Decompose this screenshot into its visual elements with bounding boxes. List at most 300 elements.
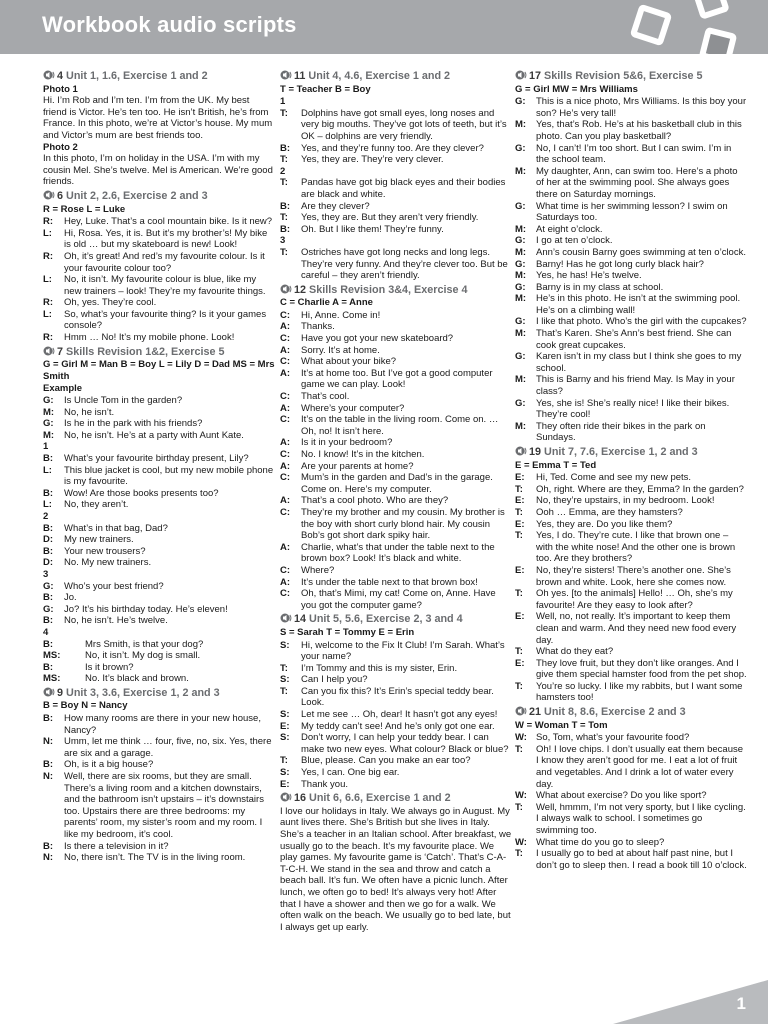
section-heading: Unit 1, 1.6, Exercise 1 and 2 [66, 70, 208, 82]
dialogue-line [280, 414, 512, 437]
dialogue-text: No. I know! It’s in the kitchen. [301, 449, 425, 460]
dialogue-text: Oh, right. Where are they, Emma? In the garden? [536, 483, 744, 495]
dialogue-line [515, 224, 747, 236]
section-heading: Skills Revision 3&4, Exercise 4 [309, 283, 468, 296]
dialogue-line [515, 802, 747, 837]
speaker-label: C: [280, 472, 291, 484]
dialogue-text: Pandas have got big black eyes and their bodies are black and white. [301, 177, 506, 200]
dialogue-line [280, 333, 512, 345]
dialogue-text: I like that photo. Who’s the girl with the cupcakes? [536, 316, 747, 328]
dialogue-text: Yes, they are. But they aren’t very friendly. [301, 212, 479, 224]
track-number: 19 [529, 446, 542, 458]
speaker-label: A: [280, 495, 291, 507]
dialogue-line [43, 615, 275, 627]
track-number: 16 [294, 792, 307, 805]
speaker-key: T = Teacher B = Boy [280, 83, 371, 95]
dialogue-line [515, 611, 747, 646]
dialogue-text: Oh! I love chips. I don’t usually eat them because I know they aren’t good for me. I eat a lot of fruit and vegetables. And I drink a lot of water every day. [536, 743, 744, 790]
dialogue-text: Oh. But I like them! They’re funny. [301, 223, 444, 235]
track-number: 17 [529, 70, 542, 82]
dialogue-line [515, 530, 747, 565]
dialogue-text: No, he isn’t. [64, 406, 115, 418]
dialogue-text: So, what’s your favourite thing? Is it your games console? [64, 308, 267, 332]
subheading: 3 [280, 235, 286, 247]
dialogue-line [280, 201, 512, 213]
dialogue-text: Can you fix this? It’s Erin’s special teddy bear. Look. [301, 685, 494, 709]
dialogue-line [515, 316, 747, 328]
dialogue-text: Charlie, what’s that under the table next to the brown box? Look! It’s black and white. [301, 541, 495, 565]
speaker-key: G = Girl MW = Mrs Williams [515, 83, 638, 95]
speaker-label: B: [43, 840, 54, 852]
dialogue-text: Well, no, not really. It’s important to keep them clean and warm. And they need new food every day. [536, 611, 737, 646]
dialogue-text: They often ride their bikes in the park on Sundays. [536, 420, 706, 444]
speaker-label: B: [43, 453, 54, 464]
audio-icon [280, 613, 292, 623]
dialogue-line [280, 640, 512, 663]
speaker-label: A: [280, 437, 291, 449]
speaker-label: B: [43, 638, 54, 650]
audio-icon [280, 70, 292, 80]
dialogue-text: Is he in the park with his friends? [64, 418, 203, 430]
speaker-label: A: [280, 541, 291, 553]
speaker-label: W: [515, 790, 527, 802]
dialogue-line [280, 663, 512, 675]
dialogue-line [280, 767, 512, 779]
subheading: 2 [280, 165, 286, 177]
speaker-label: E: [515, 495, 525, 507]
dialogue-line [280, 403, 512, 415]
audio-icon [43, 70, 55, 80]
track-number: 4 [57, 70, 64, 82]
track-number: 9 [57, 686, 64, 699]
dialogue-text: I go at ten o’clock. [536, 235, 613, 247]
dialogue-text: No, they aren’t. [64, 499, 129, 511]
speaker-key: B = Boy N = Nancy [43, 700, 128, 712]
dialogue-text: I usually go to bed at about half past nine, but I don’t go to sleep then. I read a book till 10 o’clock. [536, 848, 747, 871]
dialogue-text: Hey, Luke. That’s a cool mountain bike. Is it new? [64, 216, 273, 228]
speaker-label: T: [515, 506, 523, 518]
dialogue-line [280, 368, 512, 391]
dialogue-text: Barny! Has he got long curly black hair? [536, 258, 704, 270]
dialogue-text: Let me see … Oh, dear! It hasn’t got any eyes! [301, 709, 498, 721]
section-heading: Unit 5, 5.6, Exercise 2, 3 and 4 [309, 613, 463, 626]
dialogue-text: At eight o’clock. [536, 223, 603, 235]
speaker-label: G: [43, 603, 54, 615]
dialogue-line [43, 488, 275, 500]
dialogue-text: Dolphins have got small eyes, long noses and very big mouths. They’ve got lots of teeth, but it’s OK – dolphins are very friendly. [301, 107, 507, 142]
dialogue-line [515, 732, 747, 744]
speaker-label: A: [280, 576, 291, 588]
speaker-label: T: [515, 646, 523, 658]
dialogue-line [515, 374, 747, 397]
speaker-label: R: [43, 250, 54, 262]
dialogue-text: Karen isn’t in my class but I think she goes to my school. [536, 351, 742, 374]
speaker-label: C: [280, 391, 291, 403]
speaker-label: T: [280, 662, 288, 674]
speaker-label: G: [515, 235, 526, 247]
dialogue-line [280, 588, 512, 611]
section-title [515, 706, 747, 719]
dialogue-line [43, 841, 275, 853]
speaker-label: C: [280, 449, 291, 460]
section-title [515, 70, 747, 83]
dialogue-text: Don’t worry, I can help your teddy bear. I can make two new eyes. What colour? Black or blue? [301, 732, 509, 755]
speaker-label: T: [515, 743, 523, 755]
speaker-label: T: [280, 212, 288, 224]
dialogue-text: No, he isn’t. He’s at a party with Aunt Kate. [64, 429, 244, 441]
dialogue-line [515, 270, 747, 282]
dialogue-text: What’s your favourite birthday present, Lily? [64, 453, 249, 464]
audio-icon [515, 446, 527, 456]
speaker-label: G: [43, 395, 54, 407]
speaker-label: B: [43, 713, 54, 725]
dialogue-text: Well, hmmm, I’m not very sporty, but I like cycling. I always walk to school. I sometimes go swimming too. [536, 801, 746, 836]
dialogue-line [280, 345, 512, 357]
dialogue-text: Oh, it’s great! And red’s my favourite colour. Is it your favourite colour too? [64, 250, 265, 274]
dialogue-text: Jo? It’s his birthday today. He’s eleven! [64, 603, 228, 615]
speaker-label: L: [43, 227, 52, 239]
speaker-label: T: [280, 107, 288, 119]
dialogue-line [280, 495, 512, 507]
speaker-label: T: [515, 848, 523, 860]
speaker-label: MS: [43, 650, 61, 662]
section-heading: Unit 8, 8.6, Exercise 2 and 3 [544, 706, 686, 719]
dialogue-line [280, 577, 512, 589]
dialogue-line [43, 309, 275, 332]
dialogue-text: Is it in your bedroom? [301, 437, 393, 449]
speaker-key: C = Charlie A = Anne [280, 297, 373, 309]
dialogue-text: No, it isn’t. My favourite colour is blue, like my new trainers – look! They’re my favourite things. [64, 274, 266, 297]
dialogue-line [515, 351, 747, 374]
dialogue-text: Who’s your best friend? [64, 580, 164, 592]
audio-icon [43, 687, 55, 697]
dialogue-line [43, 251, 275, 274]
speaker-label: B: [43, 661, 54, 673]
section-title [280, 792, 512, 805]
speaker-label: C: [280, 309, 291, 321]
speaker-label: T: [280, 246, 288, 258]
dialogue-text: Where’s your computer? [301, 402, 405, 414]
decorative-square-icon [630, 4, 673, 47]
audio-icon [43, 190, 55, 200]
dialogue-text: Barny is in my class at school. [536, 281, 664, 293]
subheading: 3 [43, 568, 49, 580]
dialogue-text: What do they eat? [536, 646, 614, 658]
dialogue-line [515, 421, 747, 444]
speaker-label: S: [280, 709, 290, 721]
speaker-label: D: [43, 557, 54, 569]
dialogue-text: Your new trousers? [64, 545, 146, 557]
paragraph: In this photo, I’m on holiday in the USA. I’m with my cousin Mel. She’s twelve. Mel is American. We’re good friends. [43, 153, 273, 188]
dialogue-line [280, 449, 512, 461]
subheading: 4 [43, 626, 49, 638]
dialogue-text: What’s in that bag, Dad? [64, 522, 168, 534]
speaker-label: A: [280, 460, 291, 472]
dialogue-line [280, 565, 512, 577]
speaker-label: A: [280, 321, 291, 333]
speaker-label: L: [43, 499, 52, 511]
speaker-label: B: [43, 615, 54, 627]
dialogue-line [515, 235, 747, 247]
speaker-label: B: [43, 759, 54, 771]
speaker-key: S = Sarah T = Tommy E = Erin [280, 626, 415, 638]
dialogue-text: Oh, that’s Mimi, my cat! Come on, Anne. Have you got the computer game? [301, 588, 496, 611]
dialogue-line [515, 646, 747, 658]
dialogue-text: What about your bike? [301, 356, 397, 368]
dialogue-text: It’s under the table next to that brown box! [301, 576, 478, 588]
dialogue-line [280, 472, 512, 495]
dialogue-line [43, 673, 275, 685]
page-number: 1 [736, 994, 746, 1013]
speaker-label: B: [280, 142, 291, 154]
speaker-label: S: [280, 674, 290, 686]
speaker-label: B: [280, 200, 291, 212]
speaker-label: A: [280, 367, 291, 379]
speaker-label: L: [43, 308, 52, 320]
speaker-label: C: [280, 333, 291, 345]
dialogue-text: My teddy can’t see! And he’s only got one ear. [301, 720, 495, 732]
section-heading: Unit 6, 6.6, Exercise 1 and 2 [309, 792, 451, 805]
track-number: 7 [57, 345, 64, 358]
speaker-label: M: [515, 165, 527, 177]
dialogue-line [43, 465, 275, 488]
speaker-key: W = Woman T = Tom [515, 719, 608, 731]
dialogue-line [280, 212, 512, 224]
dialogue-text: My new trainers. [64, 534, 134, 546]
dialogue-line [43, 332, 275, 344]
speaker-label: N: [43, 771, 54, 783]
dialogue-line [280, 507, 512, 542]
dialogue-text: You’re so lucky. I like my rabbits, but I want some hamsters too! [536, 680, 743, 704]
speaker-label: G: [515, 397, 526, 409]
dialogue-line [515, 484, 747, 496]
dialogue-text: Hi, Rosa. Yes, it is. But it’s my brother’s! My bike is old … but my skateboard is new! Look! [64, 227, 268, 251]
column-3 [515, 68, 747, 871]
speaker-label: T: [515, 680, 523, 692]
dialogue-line [280, 247, 512, 282]
dialogue-line [280, 686, 512, 709]
dialogue-text: Oh, yes. They’re cool. [64, 297, 157, 309]
dialogue-line [43, 650, 275, 662]
dialogue-text: No, there isn’t. The TV is in the living room. [64, 852, 246, 864]
audio-icon [280, 792, 292, 802]
dialogue-text: Yes, they are. They’re very clever. [301, 154, 444, 166]
dialogue-text: Oh yes. [to the animals] Hello! … Oh, she’s my favourite! Are they easy to look after? [536, 588, 733, 611]
speaker-label: T: [515, 530, 523, 542]
dialogue-text: This blue jacket is cool, but my new mobile phone is my favourite. [64, 464, 274, 488]
dialogue-text: Hi, Ted. Come and see my new pets. [536, 472, 692, 484]
dialogue-line [515, 247, 747, 259]
dialogue-line [515, 588, 747, 611]
dialogue-text: How many rooms are there in your new house, Nancy? [64, 713, 261, 736]
speaker-label: E: [280, 720, 290, 732]
dialogue-text: Oh, is it a big house? [64, 759, 154, 771]
dialogue-text: What time is her swimming lesson? I swim on Saturdays too. [536, 200, 728, 224]
speaker-label: G: [515, 316, 526, 328]
dialogue-line [280, 108, 512, 143]
dialogue-line [515, 565, 747, 588]
dialogue-line [43, 639, 275, 651]
dialogue-text: What time do you go to sleep? [536, 836, 665, 848]
dialogue-line [43, 523, 275, 535]
dialogue-text: He’s in this photo. He isn’t at the swimming pool. He’s on a climbing wall! [536, 293, 741, 316]
decorative-square-icon [699, 27, 738, 54]
speaker-label: R: [43, 332, 54, 344]
dialogue-text: It’s on the table in the living room. Come on. … Oh, no! It isn’t here. [301, 414, 499, 437]
dialogue-line [43, 546, 275, 558]
dialogue-text: Is there a television in it? [64, 840, 169, 852]
section-title [280, 70, 512, 83]
dialogue-text: Ostriches have got long necks and long legs. They’re very funny. And they’re clever too. But be careful – they aren’t friendly. [301, 246, 508, 282]
dialogue-text: Sorry. It’s at home. [301, 344, 380, 356]
dialogue-text: Well, there are six rooms, but they are small. There’s a living room and a kitchen downstairs, and the bathroom isn’t upstairs – it’s downstairs too. Upstairs there are three bedrooms: my parents’ room, my sister’s room and my room. I like my bedroom, it’s cool. [64, 771, 264, 840]
speaker-label: S: [280, 767, 290, 779]
dialogue-line [280, 755, 512, 767]
dialogue-text: This is a nice photo, Mrs Williams. Is this boy your son? He’s very tall! [536, 96, 747, 119]
page-title: Workbook audio scripts [42, 12, 297, 37]
speaker-label: M: [515, 420, 527, 432]
dialogue-line [43, 216, 275, 228]
track-number: 11 [294, 70, 306, 82]
dialogue-line [280, 674, 512, 686]
dialogue-line [43, 499, 275, 511]
dialogue-line [43, 736, 275, 759]
dialogue-text: That’s cool. [301, 391, 350, 403]
dialogue-text: They love fruit, but they don’t like oranges. And I give them special hamster food from the pet shop. [536, 657, 747, 681]
speaker-label: R: [43, 216, 54, 228]
dialogue-text: Yes, that’s Rob. He’s at his basketball club in this photo. Can you play basketball? [536, 119, 742, 142]
speaker-label: T: [515, 483, 523, 495]
dialogue-text: So, Tom, what’s your favourite food? [536, 732, 690, 744]
speaker-label: E: [515, 518, 525, 530]
dialogue-line [280, 356, 512, 368]
dialogue-line [515, 848, 747, 871]
dialogue-text: Mrs Smith, is that your dog? [85, 638, 204, 650]
dialogue-line [43, 274, 275, 297]
dialogue-line [515, 293, 747, 316]
dialogue-line [280, 461, 512, 473]
dialogue-line [43, 771, 275, 841]
dialogue-text: Ooh … Emma, are they hamsters? [536, 506, 683, 518]
dialogue-line [43, 759, 275, 771]
speaker-label: M: [515, 328, 527, 340]
dialogue-line [280, 709, 512, 721]
dialogue-text: Yes, they are. Do you like them? [536, 518, 673, 530]
dialogue-text: No, he isn’t. He’s twelve. [64, 615, 168, 627]
dialogue-text: No, it isn’t. My dog is small. [85, 650, 201, 662]
speaker-label: A: [280, 402, 291, 414]
dialogue-text: Blue, please. Can you make an ear too? [301, 755, 471, 767]
dialogue-text: Ann’s cousin Barny goes swimming at ten o’clock. [536, 246, 746, 258]
section-title [43, 190, 275, 203]
speaker-label: G: [43, 418, 54, 430]
section-heading: Unit 3, 3.6, Exercise 1, 2 and 3 [66, 686, 220, 699]
dialogue-text: Thank you. [301, 778, 348, 790]
subheading: 1 [43, 441, 49, 453]
dialogue-line [515, 790, 747, 802]
dialogue-text: Yes, I can. One big ear. [301, 767, 400, 779]
dialogue-line [280, 177, 512, 200]
section-heading: Skills Revision 1&2, Exercise 5 [66, 345, 225, 358]
dialogue-text: Hi, welcome to the Fix It Club! I’m Sarah. What’s your name? [301, 639, 505, 663]
subheading: Photo 2 [43, 141, 78, 153]
audio-icon [515, 706, 527, 716]
dialogue-line [515, 681, 747, 704]
dialogue-line [515, 507, 747, 519]
dialogue-line [280, 779, 512, 791]
speaker-label: G: [515, 142, 526, 154]
speaker-key: G = Girl M = Man B = Boy L = Lily D = Dad MS = Mrs Smith [43, 359, 275, 382]
dialogue-line [515, 519, 747, 531]
speaker-label: G: [515, 281, 526, 293]
speaker-label: M: [515, 246, 527, 258]
dialogue-line [43, 557, 275, 569]
dialogue-line [43, 297, 275, 309]
dialogue-line [280, 542, 512, 565]
speaker-label: G: [515, 258, 526, 270]
speaker-label: B: [43, 522, 54, 534]
dialogue-line [43, 228, 275, 251]
speaker-label: D: [43, 534, 54, 546]
speaker-label: E: [515, 611, 525, 623]
speaker-label: T: [280, 154, 288, 166]
dialogue-line [280, 224, 512, 236]
speaker-label: N: [43, 852, 54, 864]
speaker-label: M: [515, 374, 527, 386]
dialogue-text: No, they’re upstairs, in my bedroom. Look! [536, 495, 715, 507]
speaker-label: A: [280, 344, 291, 356]
dialogue-line [43, 662, 275, 674]
speaker-label: M: [43, 406, 55, 418]
dialogue-text: Are your parents at home? [301, 460, 414, 472]
speaker-label: C: [280, 506, 291, 518]
column-2 [280, 68, 512, 933]
speaker-label: M: [43, 429, 55, 441]
dialogue-line [43, 534, 275, 546]
dialogue-line [280, 732, 512, 755]
dialogue-line [280, 321, 512, 333]
subheading: 1 [280, 96, 286, 108]
speaker-label: B: [280, 223, 291, 235]
dialogue-text: Have you got your new skateboard? [301, 333, 454, 345]
dialogue-text: No. It’s black and brown. [85, 673, 189, 685]
dialogue-text: Yes, I do. They’re cute. I like that brown one – with the white nose! And the other one is brown too. Are they brothers? [536, 530, 736, 565]
speaker-label: M: [515, 223, 527, 235]
section-heading: Skills Revision 5&6, Exercise 5 [544, 70, 703, 82]
dialogue-text: They’re my brother and my cousin. My brother is the boy with short curly blond hair. My cousin Bob’s got short dark spiky hair. [301, 506, 505, 542]
dialogue-line [515, 658, 747, 681]
speaker-label: L: [43, 464, 52, 476]
dialogue-text: Hi, Anne. Come in! [301, 309, 381, 321]
dialogue-line [280, 310, 512, 322]
speaker-label: C: [280, 356, 291, 368]
dialogue-text: No. My new trainers. [64, 557, 152, 569]
dialogue-text: Is it brown? [85, 661, 134, 673]
dialogue-line [515, 143, 747, 166]
dialogue-line [515, 398, 747, 421]
speaker-label: E: [515, 657, 525, 669]
dialogue-text: Are they clever? [301, 200, 370, 212]
dialogue-text: Umm, let me think … four, five, no, six. Yes, there are six and a garage. [64, 736, 272, 759]
dialogue-line [280, 154, 512, 166]
speaker-label: B: [43, 545, 54, 557]
dialogue-line [280, 437, 512, 449]
speaker-label: E: [515, 472, 525, 484]
subheading: Example [43, 383, 83, 395]
dialogue-line [43, 713, 275, 736]
dialogue-line [515, 201, 747, 224]
speaker-label: N: [43, 736, 54, 748]
